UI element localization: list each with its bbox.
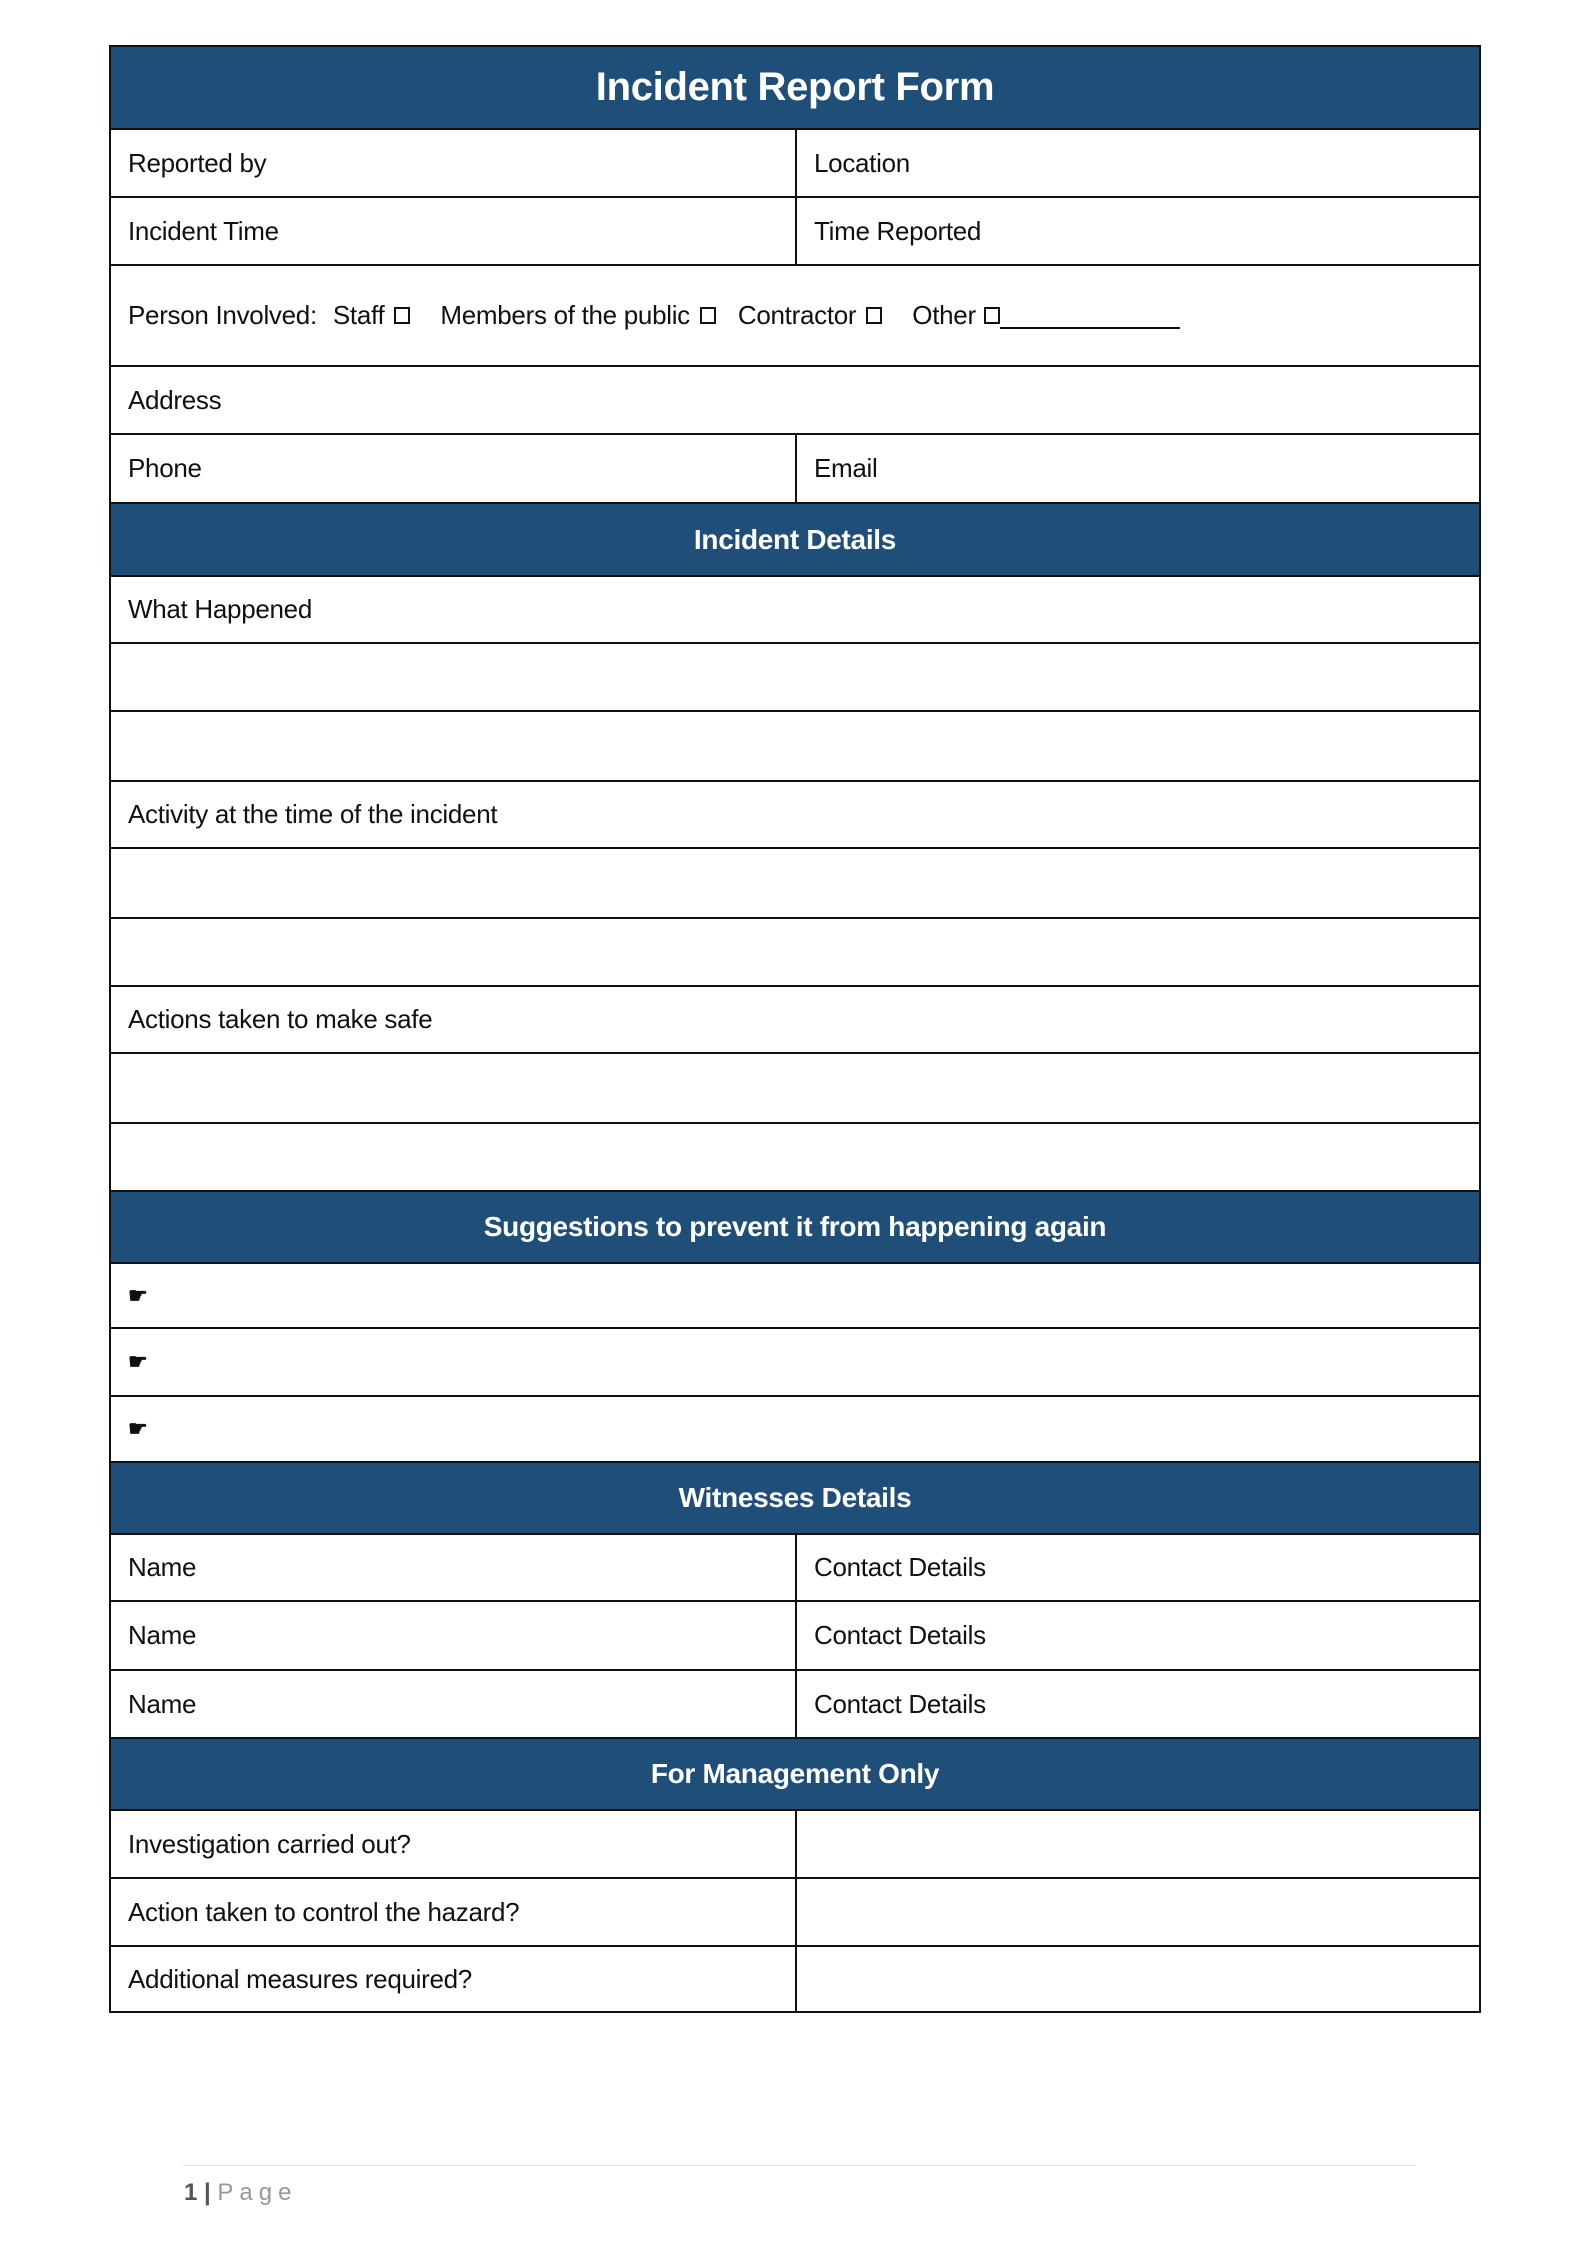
witness-name-field[interactable]: Name: [128, 1620, 197, 1650]
pointing-hand-bullet-icon: ☛: [128, 1282, 148, 1308]
phone-field[interactable]: Phone: [128, 453, 202, 483]
witness-contact-field[interactable]: Contact Details: [795, 1535, 1479, 1600]
suggestion-item[interactable]: [111, 1397, 1479, 1461]
witness-name-field[interactable]: Name: [128, 1552, 197, 1582]
pointing-hand-bullet-icon: ☛: [128, 1349, 148, 1374]
reported-by-field[interactable]: Reported by: [128, 147, 267, 178]
footer-separator: |: [204, 2179, 211, 2206]
footer-divider: [183, 2165, 1415, 2166]
hazard-control-label: Action taken to control the hazard?: [128, 1896, 520, 1927]
time-reported-field[interactable]: Time Reported: [795, 198, 1479, 264]
incident-time-field[interactable]: Incident Time: [128, 215, 279, 246]
hazard-control-answer[interactable]: [795, 1879, 1479, 1945]
actions-line-1[interactable]: [111, 1054, 1479, 1122]
suggestion-item[interactable]: [111, 1329, 1479, 1395]
option-other-label: Other: [912, 300, 976, 330]
activity-label: Activity at the time of the incident: [128, 799, 498, 829]
witnesses-header: Witnesses Details: [111, 1461, 1479, 1533]
suggestions-header: Suggestions to prevent it from happening again: [111, 1190, 1479, 1262]
option-contractor-label: Contractor: [737, 300, 857, 330]
public-checkbox[interactable]: [700, 307, 716, 324]
activity-line-1[interactable]: [111, 849, 1479, 917]
location-field[interactable]: Location: [795, 130, 1479, 196]
witness-contact-field[interactable]: Contact Details: [795, 1671, 1479, 1737]
staff-checkbox[interactable]: [394, 307, 410, 324]
form-title: Incident Report Form: [111, 45, 1479, 128]
person-involved-label: Person Involved:: [128, 300, 317, 330]
actions-line-2[interactable]: [111, 1124, 1479, 1190]
incident-details-header: Incident Details: [111, 502, 1479, 575]
investigation-label: Investigation carried out?: [128, 1828, 411, 1859]
what-happened-line-1[interactable]: [111, 644, 1479, 710]
additional-measures-label: Additional measures required?: [128, 1963, 472, 1994]
other-blank-line[interactable]: [1000, 303, 1180, 329]
page-number: 1: [184, 2179, 198, 2206]
actions-label: Actions taken to make safe: [128, 1004, 433, 1034]
what-happened-label: What Happened: [128, 594, 313, 624]
option-staff-label: Staff: [332, 300, 385, 330]
management-header: For Management Only: [111, 1737, 1479, 1809]
activity-line-2[interactable]: [111, 919, 1479, 985]
pointing-hand-bullet-icon: ☛: [128, 1416, 148, 1441]
investigation-answer[interactable]: [795, 1811, 1479, 1877]
contractor-checkbox[interactable]: [866, 307, 882, 324]
additional-measures-answer[interactable]: [795, 1947, 1479, 2011]
email-field[interactable]: Email: [795, 435, 1479, 502]
witness-name-field[interactable]: Name: [128, 1688, 197, 1719]
suggestion-item[interactable]: [111, 1264, 1479, 1327]
option-public-label: Members of the public: [440, 300, 690, 330]
witness-contact-field[interactable]: Contact Details: [795, 1602, 1479, 1669]
other-checkbox[interactable]: [984, 307, 1000, 324]
address-field[interactable]: Address: [128, 384, 222, 415]
page-label: Page: [217, 2179, 298, 2206]
incident-report-form: [109, 45, 1481, 2013]
page-footer: [184, 2179, 297, 2207]
person-involved-row: [111, 266, 1479, 365]
what-happened-line-2[interactable]: [111, 712, 1479, 780]
